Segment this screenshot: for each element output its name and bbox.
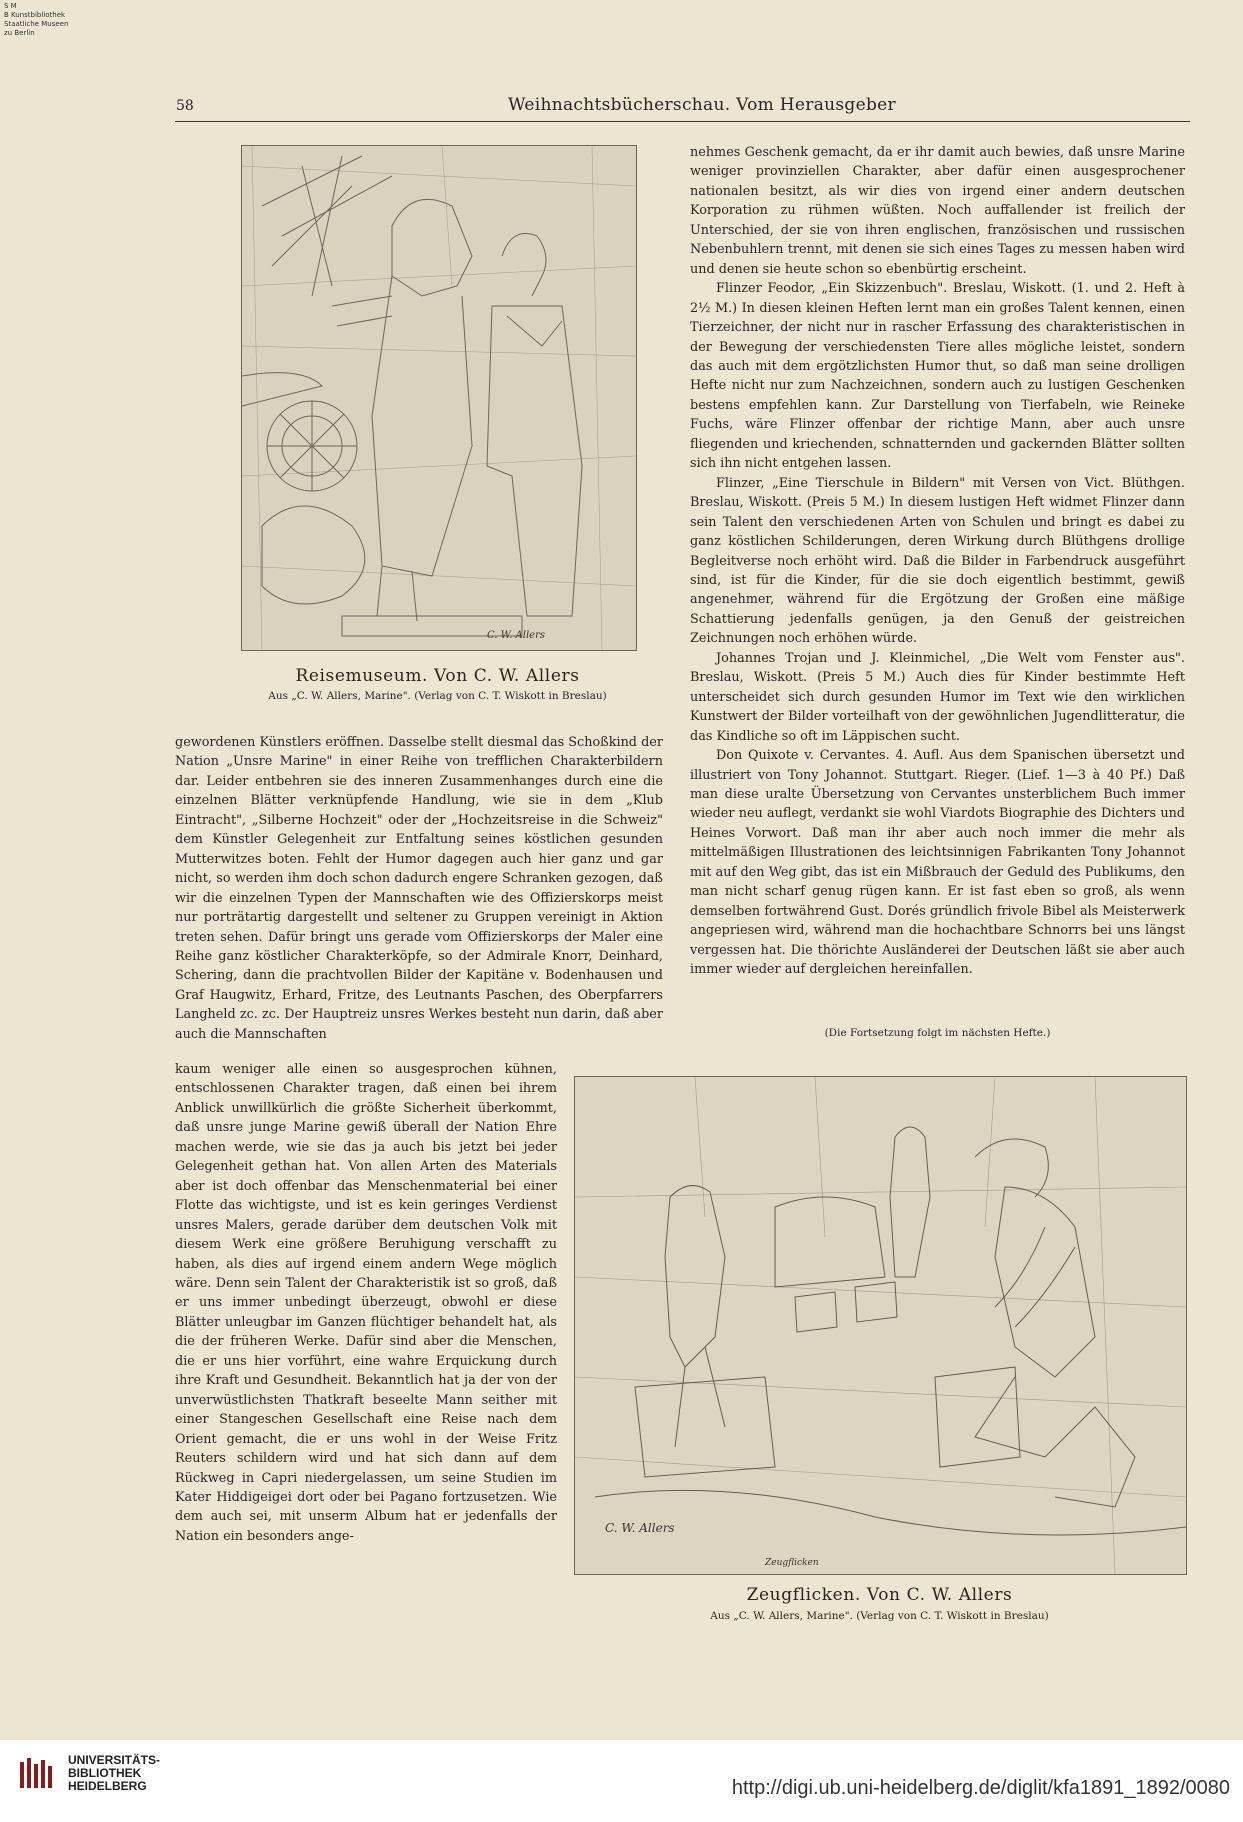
artist-signature: C. W. Allers	[487, 630, 545, 641]
library-name-line: UNIVERSITÄTS-	[68, 1753, 161, 1767]
paragraph: Johannes Trojan und J. Kleinmichel, „Die Welt vom Fenster aus". Breslau, Wiskott. (Preis 5 M.) Auch dies für Kinder bestimmte Heft unterscheidet sich durch gesunden Humor im Text wie den wirklichen Kunstwert der Bilder vorteilhaft von der gewöhnlichen Jugendlitteratur, die das Kindliche so oft im Läppischen sucht.	[690, 650, 1185, 744]
figure-caption-source: Aus „C. W. Allers, Marine". (Verlag von C. T. Wiskott in Breslau)	[710, 1610, 1049, 1622]
university-library-logo-icon	[14, 1752, 56, 1794]
figure-caption-source: Aus „C. W. Allers, Marine". (Verlag von C. T. Wiskott in Breslau)	[268, 690, 607, 702]
text-column-left-upper	[175, 733, 663, 1044]
paragraph: Flinzer, „Eine Tierschule in Bildern" mit Versen von Vict. Blüthgen. Breslau, Wiskott. (Preis 5 M.) In diesem lustigen Heft widmet Flinzer dann sein Talent den verschiedenen Arten von Schulen und bringt es dabei zu ganz köstlichen Schilderungen, deren Wirkung durch Blüthgens drollige Begleitverse noch erhöht wird. Daß die Bilder in Farbendruck ausgeführt sind, ist für die Kinder, für die sie doch eigentlich bestimmt, gewiß angenehmer, während für die Ergötzung der Großen eine mäßige Schattierung jedenfalls genügen, ja den Genuß der geistreichen Zeichnungen noch erhöhen würde.	[690, 475, 1185, 647]
illustration-reisemuseum	[241, 145, 637, 651]
sketch-label: Zeugflicken	[765, 1558, 819, 1568]
paragraph: Don Quixote v. Cervantes. 4. Aufl. Aus dem Spanischen übersetzt und illustriert von Tony Johannot. Stuttgart. Rieger. (Lief. 1—3 à 40 Pf.) Daß man diese uralte Übersetzung von Cervantes unsterblichem Buch immer wieder neu auflegt, verdankt sie wohl Viardots Biographie des Dichters und Heines Vorwort. Daß man ihr aber auch noch immer die mehr als mittelmäßigen Illustrationen des leichtsinnigen Fabrikanten Tony Johannot mit auf den Weg gibt, das ist ein Mißbrauch der Geduld des Publikums, den man nicht scharf genug rügen kann. Er ist fast eben so groß, als wenn demselben fortwährend Gust. Dorés gründlich frivole Bibel als Meisterwerk angepriesen wird, während man die hochachtbare Schnorrs bei uns längst vergessen hat. Die thörichte Ausländerei der Deutschen läßt sie aber auch immer wieder auf dergleichen hereinfallen.	[690, 748, 1185, 978]
continuation-note: (Die Fortsetzung folgt im nächsten Hefte.)	[824, 1027, 1051, 1039]
source-url-link[interactable]: http://digi.ub.uni-heidelberg.de/diglit/kfa1891_1892/0080	[731, 1777, 1230, 1799]
stamp-line: zu Berlin	[4, 29, 35, 37]
illustration-zeugflicken	[574, 1076, 1187, 1575]
running-head: Weihnachtsbücherschau. Vom Herausgeber	[508, 95, 896, 115]
figure-caption-title: Reisemuseum. Von C. W. Allers	[295, 666, 580, 686]
library-name-line: BIBLIOTHEK	[68, 1766, 142, 1780]
library-stamp	[4, 2, 68, 38]
paragraph: gewordenen Künstlers eröffnen. Dasselbe stellt diesmal das Schoßkind der Nation „Unsre Marine" in einer Reihe von trefflichen Charakterbildern dar. Leider entbehren sie des inneren Zusammenhanges durch eine die einzelnen Blätter verknüpfende Handlung, wie sie in dem „Klub Eintracht", „Silberne Hochzeit" oder der „Hochzeitsreise in die Schweiz" dem Künstler Gelegenheit zur Entfaltung seines köstlichen gesunden Mutterwitzes boten. Fehlt der Humor dagegen auch hier ganz und gar nicht, so werden ihm doch schon dadurch engere Schranken gezogen, daß wir die einzelnen Typen der Mannschaften wie des Offizierskorps meist nur porträtartig dargestellt und seltener zu Gruppen vereinigt in Aktion treten sehen. Dafür bringt uns gerade vom Offizierskorps der Maler eine Reihe ganz köstlicher Charakterköpfe, so der Admirale Knorr, Deinhard, Schering, dann die prachtvollen Bilder der Kapitäne v. Bodenhausen und Graf Haugwitz, Erhard, Fritze, des Leutnants Paschen, des Oberpfarrers Langheld zc. zc. Der Hauptreiz unsres Werkes besteht nun darin, daß aber auch die Mannschaften	[175, 735, 663, 1042]
stamp-line: Staatliche Museen	[4, 20, 69, 28]
stamp-line: B Kunstbibliothek	[4, 11, 66, 19]
paragraph: nehmes Geschenk gemacht, da er ihr damit auch bewies, daß unsre Marine weniger provinziellen Charakter, aber dafür einen ausgesprochener nationalen besitzt, als wir dies von irgend einer andern deutschen Korporation zu rühmen wüßten. Noch auffallender ist freilich der Unterschied, der sie von ihren englischen, französischen und russischen Nebenbuhlern trennt, mit denen sie sich eines Tages zu messen haben wird und denen sie heute schon so ebenbürtig erscheint.	[690, 145, 1185, 277]
sketch-reisemuseum	[242, 146, 636, 650]
library-name-line: HEIDELBERG	[68, 1779, 147, 1793]
header-rule	[175, 121, 1190, 122]
paragraph: kaum weniger alle einen so ausgesprochen kühnen, entschlossenen Charakter tragen, daß einen bei ihrem Anblick unwillkürlich die größte Sicherheit überkommt, daß unsre junge Marine gewiß überall der Nation Ehre machen werde, wie sie das ja auch bis jetzt bei jeder Gelegenheit gethan hat. Von allen Arten des Materials aber ist doch offenbar das Menschenmaterial bei einer Flotte das wichtigste, und ist es kein geringes Verdienst unsres Malers, gerade darüber dem deutschen Volk mit diesem Werk eine größere Beruhigung verschafft zu haben, als dies auf irgend einem andern Wege möglich wäre. Denn sein Talent der Charakteristik ist so groß, daß er uns immer unbedingt überzeugt, obwohl er diese Blätter unleugbar im Ganzen flüchtiger behandelt hat, als die der früheren Werke. Dafür sind aber die Menschen, die er uns hier vorführt, eine wahre Erquickung durch ihre Kraft und Gesundheit. Bekanntlich hat ja der von der unverwüstlichsten Thatkraft beseelte Mann seither mit einer Stangeschen Gesellschaft eine Reise nach dem Orient gemacht, die er uns wohl in der Weise Fritz Reuters schildern wird und hat sich dann auf dem Rückweg in Capri niedergelassen, um seine Studien im Kater Hiddigeigei dort oder bei Pagano fortzusetzen. Wie dem auch sei, mit unserm Album hat er jedenfalls der Nation ein besonders ange-	[175, 1062, 557, 1544]
figure-caption-title: Zeugflicken. Von C. W. Allers	[746, 1585, 1013, 1605]
library-name	[68, 1754, 160, 1793]
paragraph: Flinzer Feodor, „Ein Skizzenbuch". Breslau, Wiskott. (1. und 2. Heft à 2½ M.) In diesen kleinen Heften lernt man ein großes Talent kennen, einen Tierzeichner, der nicht nur in rascher Erfassung des charakteristischen in der Bewegung der verschiedensten Tiere alles mögliche leistet, sondern das auch mit dem ergötzlichsten Humor thut, so daß man seine drolligen Hefte nicht nur zum Nachzeichnen, sondern auch zu lustigen Geschenken bestens empfehlen kann. Zur Darstellung von Tierfabeln, wie Reineke Fuchs, wäre Flinzer offenbar der richtige Mann, aber auch unsre fliegenden und kriechenden, schnatternden und gackernden Blätter sollten sich ihn nicht entgehen lassen.	[690, 281, 1185, 472]
stamp-line: S M	[4, 2, 17, 10]
page-number: 58	[176, 98, 194, 114]
text-column-left-lower	[175, 1060, 557, 1546]
text-column-right	[690, 143, 1185, 979]
artist-signature: C. W. Allers	[605, 1521, 675, 1535]
sketch-zeugflicken	[575, 1077, 1186, 1574]
